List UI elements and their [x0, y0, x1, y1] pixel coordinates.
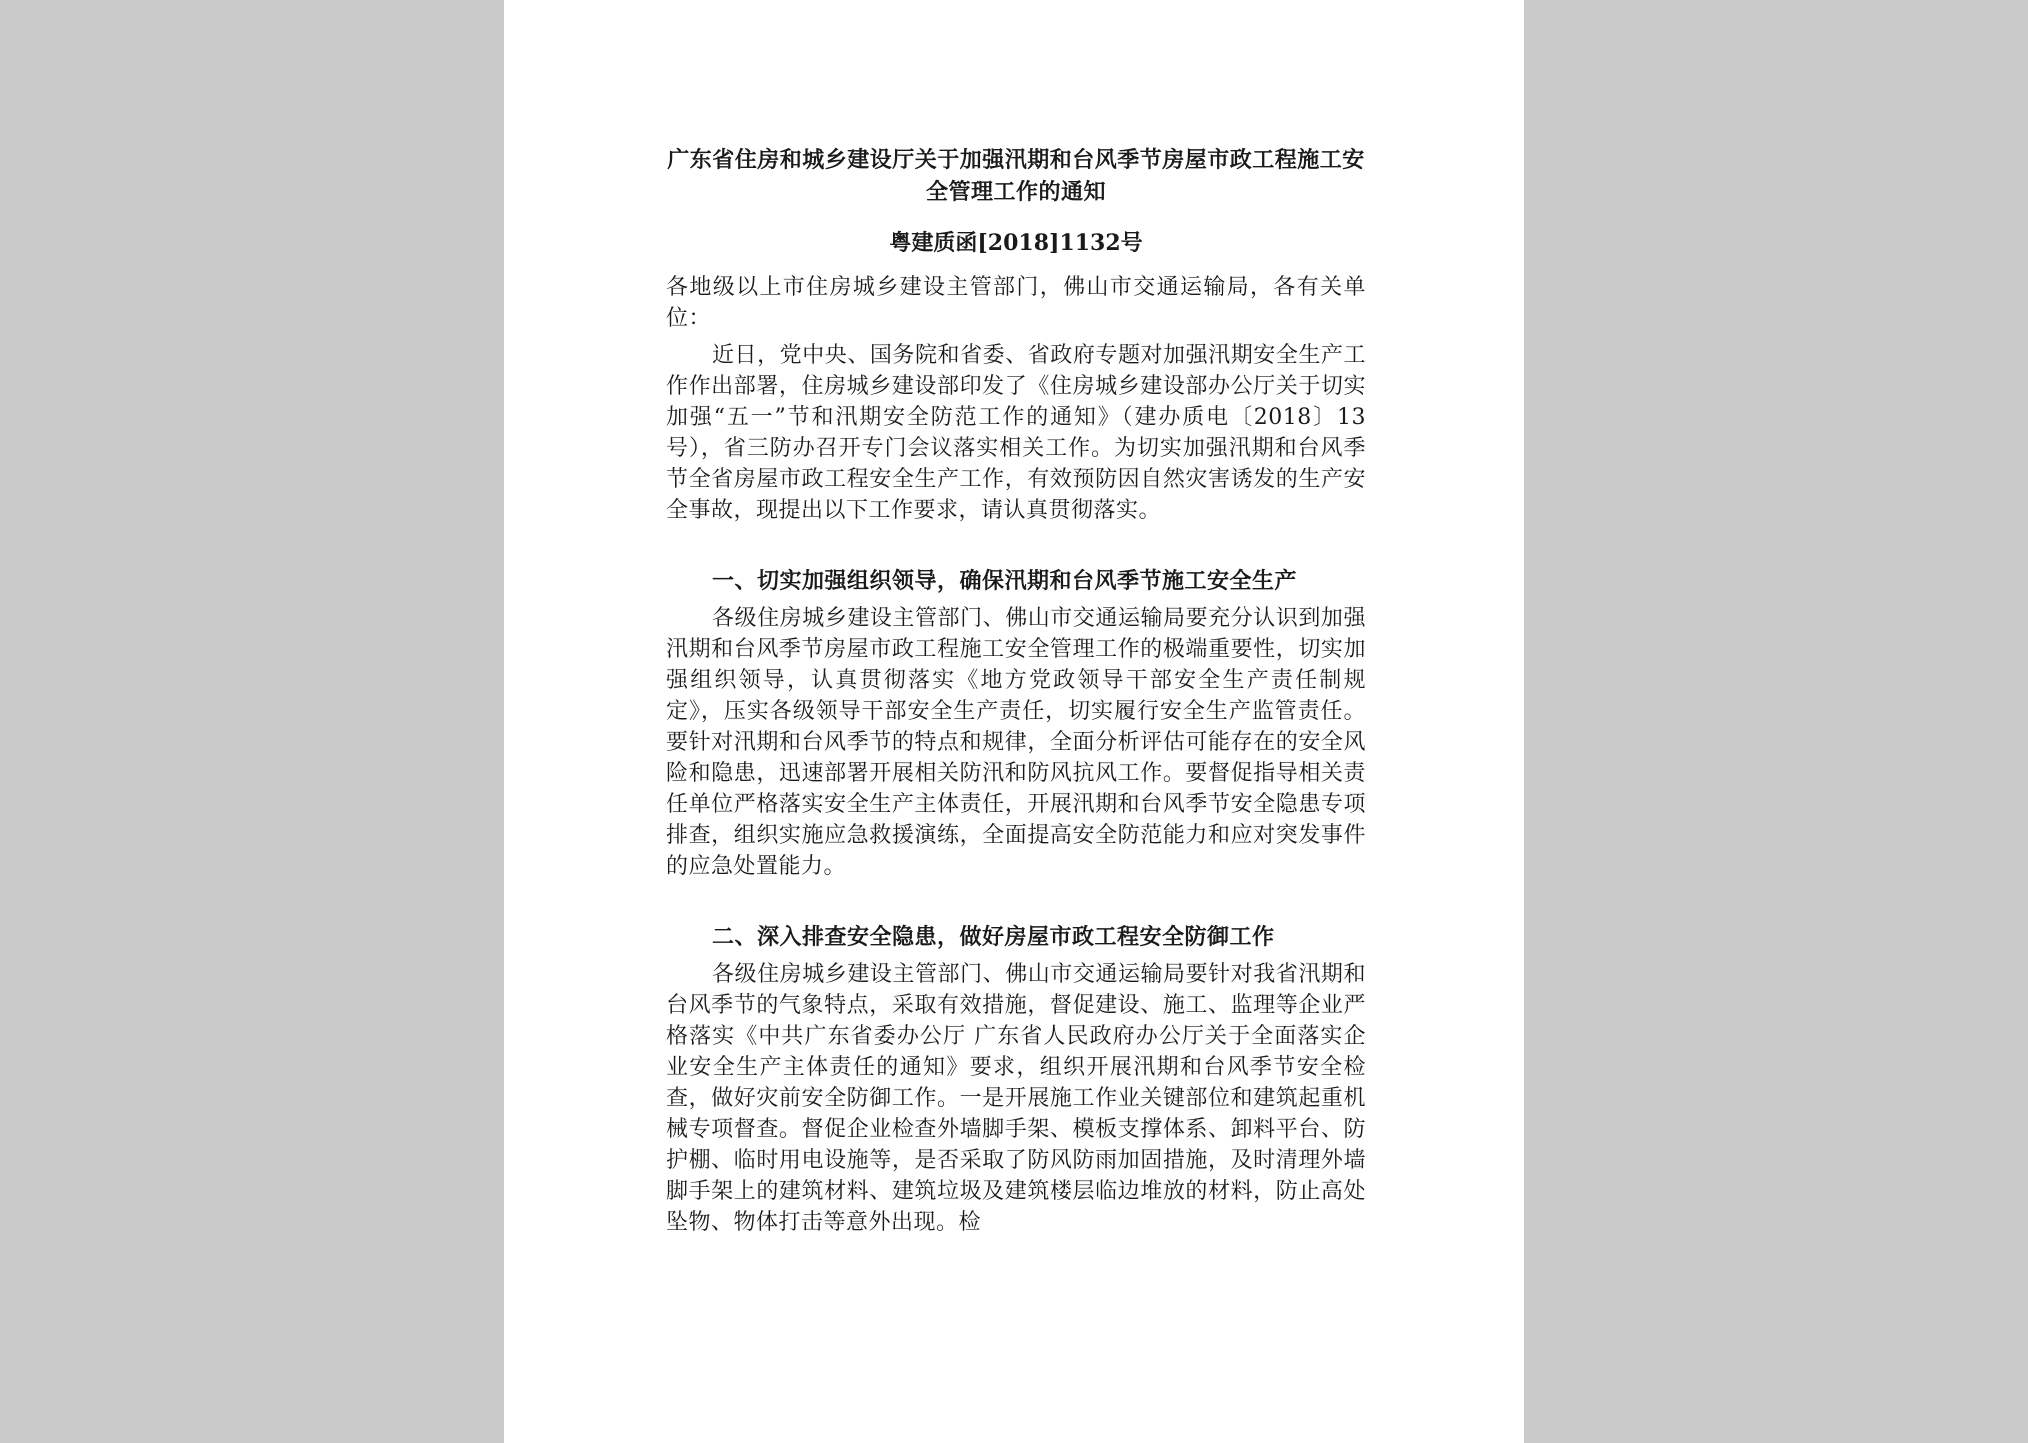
- section-heading-2: 二、深入排查安全隐患，做好房屋市政工程安全防御工作: [712, 924, 1275, 950]
- salutation: 各地级以上市住房城乡建设主管部门，佛山市交通运输局，各有关单位：: [666, 275, 1366, 331]
- document-title: 广东省住房和城乡建设厅关于加强汛期和台风季节房屋市政工程施工安全管理工作的通知: [667, 147, 1365, 205]
- document-number: 粤建质函[2018]1132号: [889, 230, 1143, 256]
- document-content: [666, 144, 1366, 1238]
- document-page: [504, 0, 1524, 1443]
- intro-paragraph: 近日，党中央、国务院和省委、省政府专题对加强汛期安全生产工作作出部署，住房城乡建设部印发了《住房城乡建设部办公厅关于切实加强“五一”节和汛期安全防范工作的通知》（建办质电〔2018〕13号），省三防办召开专门会议落实相关工作。为切实加强汛期和台风季节全省房屋市政工程安全生产工作，有效预防因自然灾害诱发的生产安全事故，现提出以下工作要求，请认真贯彻落实。: [666, 343, 1366, 523]
- section-body-2: 各级住房城乡建设主管部门、佛山市交通运输局要针对我省汛期和台风季节的气象特点，采取有效措施，督促建设、施工、监理等企业严格落实《中共广东省委办公厅 广东省人民政府办公厅关于全面落实企业安全生产主体责任的通知》要求，组织开展汛期和台风季节安全检查，做好灾前安全防御工作。一是开展施工作业关键部位和建筑起重机械专项督查。督促企业检查外墙脚手架、模板支撑体系、卸料平台、防护棚、临时用电设施等，是否采取了防风防雨加固措施，及时清理外墙脚手架上的建筑材料、建筑垃圾及建筑楼层临边堆放的材料，防止高处坠物、物体打击等意外出现。检: [666, 962, 1366, 1235]
- section-heading-1: 一、切实加强组织领导，确保汛期和台风季节施工安全生产: [712, 568, 1298, 594]
- section-body-1: 各级住房城乡建设主管部门、佛山市交通运输局要充分认识到加强汛期和台风季节房屋市政工程施工安全管理工作的极端重要性，切实加强组织领导，认真贯彻落实《地方党政领导干部安全生产责任制规定》，压实各级领导干部安全生产责任，切实履行安全生产监管责任。要针对汛期和台风季节的特点和规律，全面分析评估可能存在的安全风险和隐患，迅速部署开展相关防汛和防风抗风工作。要督促指导相关责任单位严格落实安全生产主体责任，开展汛期和台风季节安全隐患专项排查，组织实施应急救援演练，全面提高安全防范能力和应对突发事件的应急处置能力。: [666, 606, 1366, 879]
